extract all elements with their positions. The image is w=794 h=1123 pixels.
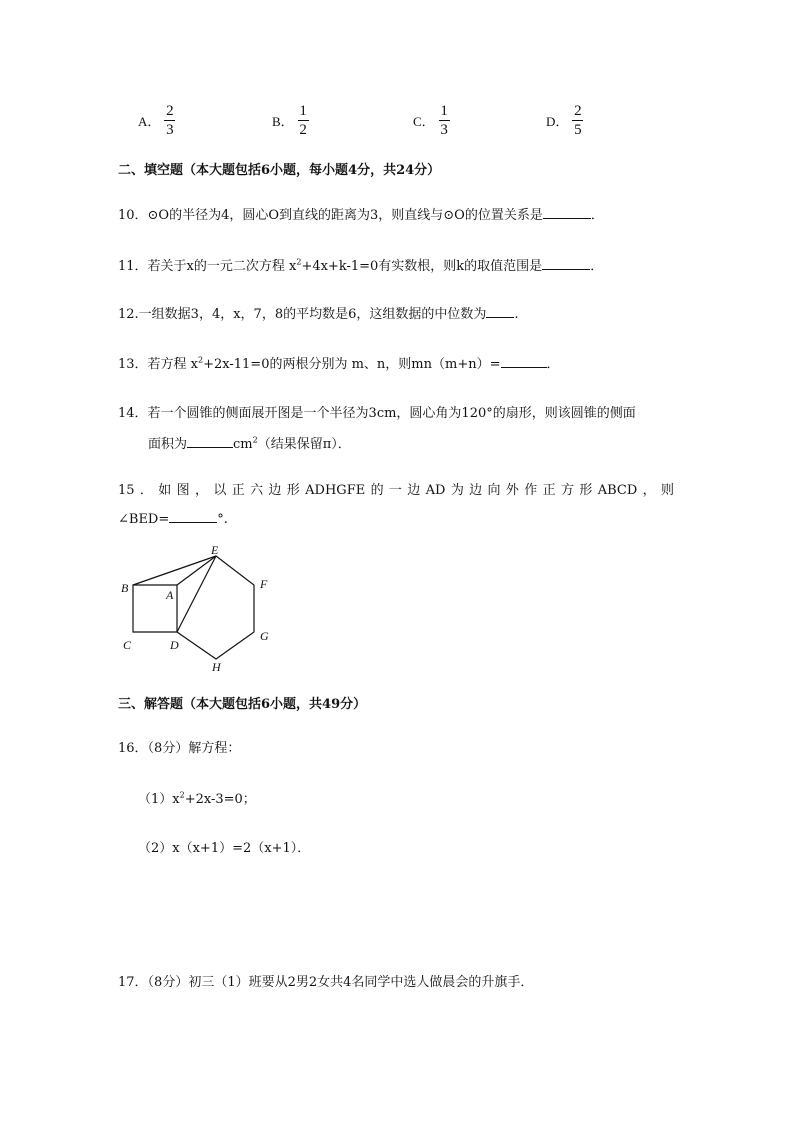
question-text: 12.一组数据3，4，x，7，8的平均数是6，这组数据的中位数为 bbox=[118, 307, 487, 322]
question-15-line-1: 15．如图，以正六边形ADHGFE的一边AD为边向外作正方形ABCD，则 bbox=[118, 483, 674, 498]
question-text: +2x-3=0； bbox=[184, 792, 256, 807]
label-a: A bbox=[166, 588, 174, 602]
question-15-line-2 bbox=[118, 510, 228, 527]
label-f: F bbox=[260, 577, 268, 591]
option-fraction bbox=[439, 103, 450, 138]
question-16-part-2: （2）x（x+1）=2（x+1）． bbox=[138, 841, 311, 856]
denominator: 3 bbox=[166, 121, 174, 138]
numerator: 1 bbox=[440, 102, 448, 119]
punctuation: . bbox=[514, 307, 519, 322]
label-g: G bbox=[260, 629, 269, 643]
question-11 bbox=[118, 255, 603, 274]
question-12 bbox=[118, 303, 519, 322]
question-16-part-1 bbox=[138, 788, 256, 807]
option-a bbox=[138, 100, 175, 140]
punctuation: °. bbox=[217, 512, 228, 527]
section-heading: 三、解答题（本大题包括6小题，共49分） bbox=[118, 697, 367, 712]
answer-blank bbox=[169, 510, 217, 523]
question-text: 面积为 bbox=[148, 437, 188, 452]
question-text: +4x+k-1=0有实数根，则k的取值范围是 bbox=[301, 259, 543, 274]
question-text: +2x-11=0的两根分别为 m、n，则mn（m+n）= bbox=[203, 357, 501, 372]
label-h: H bbox=[212, 660, 221, 674]
denominator: 3 bbox=[440, 121, 448, 138]
section-heading: 二、填空题（本大题包括6小题，每小题4分，共24分） bbox=[118, 163, 441, 178]
question-13 bbox=[118, 353, 560, 372]
option-letter: C． bbox=[413, 113, 435, 129]
numerator: 2 bbox=[574, 102, 582, 119]
question-text: ∠BED= bbox=[118, 512, 170, 527]
superscript: 2 bbox=[296, 257, 302, 267]
option-letter: D． bbox=[546, 113, 569, 129]
geometry-figure bbox=[115, 540, 275, 674]
question-text: 11．若关于x的一元二次方程 x bbox=[118, 259, 297, 274]
label-c: C bbox=[123, 638, 132, 652]
option-d bbox=[546, 100, 583, 140]
option-letter: A． bbox=[138, 113, 161, 129]
answer-blank bbox=[542, 257, 590, 270]
answer-blank bbox=[543, 206, 591, 219]
option-fraction bbox=[164, 103, 175, 138]
answer-blank bbox=[501, 355, 547, 368]
label-e: E bbox=[211, 543, 219, 557]
label-b: B bbox=[121, 581, 129, 595]
denominator: 2 bbox=[299, 121, 307, 138]
numerator: 2 bbox=[166, 102, 174, 119]
answer-blank bbox=[187, 435, 233, 448]
punctuation: ． bbox=[590, 259, 604, 274]
punctuation: ． bbox=[590, 208, 604, 223]
question-text: 10．⊙O的半径为4，圆心O到直线的距离为3，则直线与⊙O的位置关系是 bbox=[118, 208, 543, 223]
superscript: 2 bbox=[179, 790, 185, 800]
option-fraction bbox=[298, 103, 309, 138]
label-d: D bbox=[170, 638, 179, 652]
unit: cm bbox=[233, 437, 253, 452]
question-text: （1）x bbox=[138, 792, 180, 807]
superscript: 2 bbox=[252, 435, 258, 445]
question-14-line-2 bbox=[148, 433, 351, 452]
denominator: 5 bbox=[574, 121, 582, 138]
question-text: （结果保留π）． bbox=[257, 437, 351, 452]
answer-blank bbox=[486, 305, 514, 318]
hexagon-outline bbox=[177, 556, 254, 659]
question-17: 17．（8分）初三（1）班要从2男2女共4名同学中选人做晨会的升旗手． bbox=[118, 975, 534, 990]
option-letter: B． bbox=[272, 113, 294, 129]
question-14-line-1: 14．若一个圆锥的侧面展开图是一个半径为3cm，圆心角为120°的扇形，则该圆锥的侧面 bbox=[118, 406, 636, 421]
question-10 bbox=[118, 204, 604, 223]
question-16-title: 16．（8分）解方程： bbox=[118, 741, 241, 756]
numerator: 1 bbox=[299, 102, 307, 119]
option-b bbox=[272, 100, 309, 140]
punctuation: ． bbox=[546, 357, 560, 372]
question-text: 13．若方程 x bbox=[118, 357, 199, 372]
option-c bbox=[413, 100, 450, 140]
superscript: 2 bbox=[198, 355, 204, 365]
option-fraction bbox=[572, 103, 583, 138]
